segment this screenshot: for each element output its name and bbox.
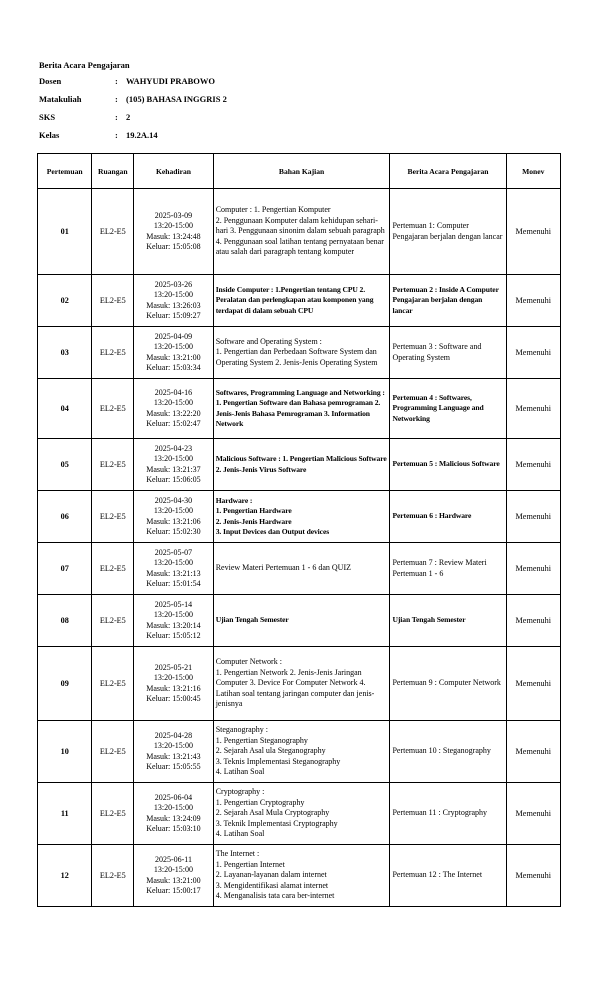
meeting-number: 01 [38, 189, 92, 275]
attendance: 2025-03-09 13:20-15:00 Masuk: 13:24:48 Keluar: 15:05:08 [134, 189, 213, 275]
room: EL2-E5 [92, 721, 134, 783]
study-material: Inside Computer : 1.Pengertian tentang CPU 2. Peralatan dan perlengkapan atau komponen yang terdapat di dalam sebuah CPU [213, 275, 390, 327]
room: EL2-E5 [92, 783, 134, 845]
monev-status: Memenuhi [506, 189, 560, 275]
meeting-number: 12 [38, 845, 92, 907]
meeting-number: 10 [38, 721, 92, 783]
study-material: Softwares, Programming Language and Networking : 1. Pengertian Software dan Bahasa pemrograman 2. Jenis-Jenis Bahasa Pemrograman 3. Information Network [213, 379, 390, 439]
info-row-matakuliah [39, 90, 227, 108]
room: EL2-E5 [92, 491, 134, 543]
info-value: (105) BAHASA INGGRIS 2 [126, 94, 227, 104]
info-label: Kelas [39, 130, 60, 140]
study-material: Computer Network : 1. Pengertian Network 2. Jenis-Jenis Jaringan Computer 3. Device For Computer Network 4. Latihan soal tentang jaringan computer dan jenis-jenisnya [213, 647, 390, 721]
monev-status: Memenuhi [506, 543, 560, 595]
attendance: 2025-04-30 13:20-15:00 Masuk: 13:21:06 Keluar: 15:02:30 [134, 491, 213, 543]
teaching-report: Pertemuan 11 : Cryptography [390, 783, 506, 845]
monev-status: Memenuhi [506, 783, 560, 845]
attendance: 2025-05-14 13:20-15:00 Masuk: 13:20:14 Keluar: 15:05:12 [134, 595, 213, 647]
teaching-report: Pertemuan 4 : Softwares, Programming Language and Networking [390, 379, 506, 439]
room: EL2-E5 [92, 275, 134, 327]
teaching-report: Pertemuan 9 : Computer Network [390, 647, 506, 721]
header-monev: Monev [506, 154, 560, 189]
room: EL2-E5 [92, 647, 134, 721]
attendance: 2025-04-28 13:20-15:00 Masuk: 13:21:43 Keluar: 15:05:55 [134, 721, 213, 783]
study-material: Hardware : 1. Pengertian Hardware 2. Jenis-Jenis Hardware 3. Input Devices dan Output devices [213, 491, 390, 543]
info-value: 2 [126, 112, 131, 122]
monev-status: Memenuhi [506, 379, 560, 439]
teaching-report: Ujian Tengah Semester [390, 595, 506, 647]
monev-status: Memenuhi [506, 327, 560, 379]
teaching-report: Pertemuan 12 : The Internet [390, 845, 506, 907]
teaching-report: Pertemuan 2 : Inside A Computer Pengajaran berjalan dengan lancar [390, 275, 506, 327]
table-row [38, 595, 561, 647]
table-row [38, 845, 561, 907]
info-row-dosen [39, 72, 227, 90]
room: EL2-E5 [92, 327, 134, 379]
info-row-kelas [39, 126, 227, 144]
info-label: Matakuliah [39, 94, 82, 104]
table-row [38, 721, 561, 783]
meeting-number: 09 [38, 647, 92, 721]
meeting-number: 11 [38, 783, 92, 845]
room: EL2-E5 [92, 189, 134, 275]
study-material: The Internet : 1. Pengertian Internet 2. Layanan-layanan dalam internet 3. Mengidentifikasi alamat internet 4. Menganalisis tata cara ber-internet [213, 845, 390, 907]
header-pertemuan: Pertemuan [38, 154, 92, 189]
teaching-report: Pertemuan 10 : Steganography [390, 721, 506, 783]
meeting-number: 04 [38, 379, 92, 439]
table-row [38, 439, 561, 491]
study-material: Software and Operating System : 1. Pengertian dan Perbedaan Software System dan Operating System 2. Jenis-Jenis Operating System [213, 327, 390, 379]
room: EL2-E5 [92, 439, 134, 491]
table-row [38, 275, 561, 327]
study-material: Malicious Software : 1. Pengertian Malicious Software 2. Jenis-Jenis Virus Software [213, 439, 390, 491]
info-label: Dosen [39, 76, 62, 86]
meeting-number: 06 [38, 491, 92, 543]
study-material: Cryptography : 1. Pengertian Cryptography 2. Sejarah Asal Mula Cryptography 3. Teknik Implementasi Cryptography 4. Latihan Soal [213, 783, 390, 845]
meeting-number: 03 [38, 327, 92, 379]
room: EL2-E5 [92, 379, 134, 439]
monev-status: Memenuhi [506, 595, 560, 647]
table-row [38, 543, 561, 595]
study-material: Ujian Tengah Semester [213, 595, 390, 647]
study-material: Review Materi Pertemuan 1 - 6 dan QUIZ [213, 543, 390, 595]
monev-status: Memenuhi [506, 721, 560, 783]
table-row [38, 379, 561, 439]
room: EL2-E5 [92, 543, 134, 595]
info-colon: : [115, 112, 118, 122]
info-colon: : [115, 94, 118, 104]
meeting-number: 05 [38, 439, 92, 491]
monev-status: Memenuhi [506, 491, 560, 543]
info-value: WAHYUDI PRABOWO [126, 76, 216, 86]
meeting-number: 07 [38, 543, 92, 595]
info-row-sks [39, 108, 227, 126]
table-row [38, 491, 561, 543]
table-row [38, 327, 561, 379]
monev-status: Memenuhi [506, 647, 560, 721]
header-berita-acara: Berita Acara Pengajaran [390, 154, 506, 189]
info-value: 19.2A.14 [126, 130, 158, 140]
attendance: 2025-05-07 13:20-15:00 Masuk: 13:21:13 Keluar: 15:01:54 [134, 543, 213, 595]
table-row [38, 783, 561, 845]
info-colon: : [115, 76, 118, 86]
teaching-report: Pertemuan 7 : Review Materi Pertemuan 1 - 6 [390, 543, 506, 595]
table-row [38, 647, 561, 721]
document-title: Berita Acara Pengajaran [39, 60, 130, 70]
room: EL2-E5 [92, 595, 134, 647]
teaching-report-table [37, 153, 561, 907]
teaching-report: Pertemuan 5 : Malicious Software [390, 439, 506, 491]
teaching-report: Pertemuan 3 : Software and Operating System [390, 327, 506, 379]
info-colon: : [115, 130, 118, 140]
monev-status: Memenuhi [506, 845, 560, 907]
header-ruangan: Ruangan [92, 154, 134, 189]
attendance: 2025-03-26 13:20-15:00 Masuk: 13:26:03 Keluar: 15:09:27 [134, 275, 213, 327]
table-header-row [38, 154, 561, 189]
document-header [39, 58, 227, 144]
attendance: 2025-04-23 13:20-15:00 Masuk: 13:21:37 Keluar: 15:06:05 [134, 439, 213, 491]
header-kehadiran: Kehadiran [134, 154, 213, 189]
header-bahan-kajian: Bahan Kajian [213, 154, 390, 189]
study-material: Steganography : 1. Pengertian Steganography 2. Sejarah Asal ula Steganography 3. Teknis Implementasi Steganography 4. Latihan Soal [213, 721, 390, 783]
attendance: 2025-06-04 13:20-15:00 Masuk: 13:24:09 Keluar: 15:03:10 [134, 783, 213, 845]
table-row [38, 189, 561, 275]
attendance: 2025-04-16 13:20-15:00 Masuk: 13:22:20 Keluar: 15:02:47 [134, 379, 213, 439]
meeting-number: 08 [38, 595, 92, 647]
attendance: 2025-04-09 13:20-15:00 Masuk: 13:21:00 Keluar: 15:03:34 [134, 327, 213, 379]
teaching-report: Pertemuan 6 : Hardware [390, 491, 506, 543]
info-label: SKS [39, 112, 56, 122]
monev-status: Memenuhi [506, 275, 560, 327]
meeting-number: 02 [38, 275, 92, 327]
study-material: Computer : 1. Pengertian Komputer 2. Penggunaan Komputer dalam kehidupan sehari-hari 3. Penggunaan sinonim dalam sebuah paragraph 4. Penggunaan soal latihan tentang pernyataan benar atau salah dari paragraph tentang komputer [213, 189, 390, 275]
teaching-report: Pertemuan 1: Computer Pengajaran berjalan dengan lancar [390, 189, 506, 275]
attendance: 2025-05-21 13:20-15:00 Masuk: 13:21:16 Keluar: 15:00:45 [134, 647, 213, 721]
room: EL2-E5 [92, 845, 134, 907]
attendance: 2025-06-11 13:20-15:00 Masuk: 13:21:00 Keluar: 15:00:17 [134, 845, 213, 907]
monev-status: Memenuhi [506, 439, 560, 491]
